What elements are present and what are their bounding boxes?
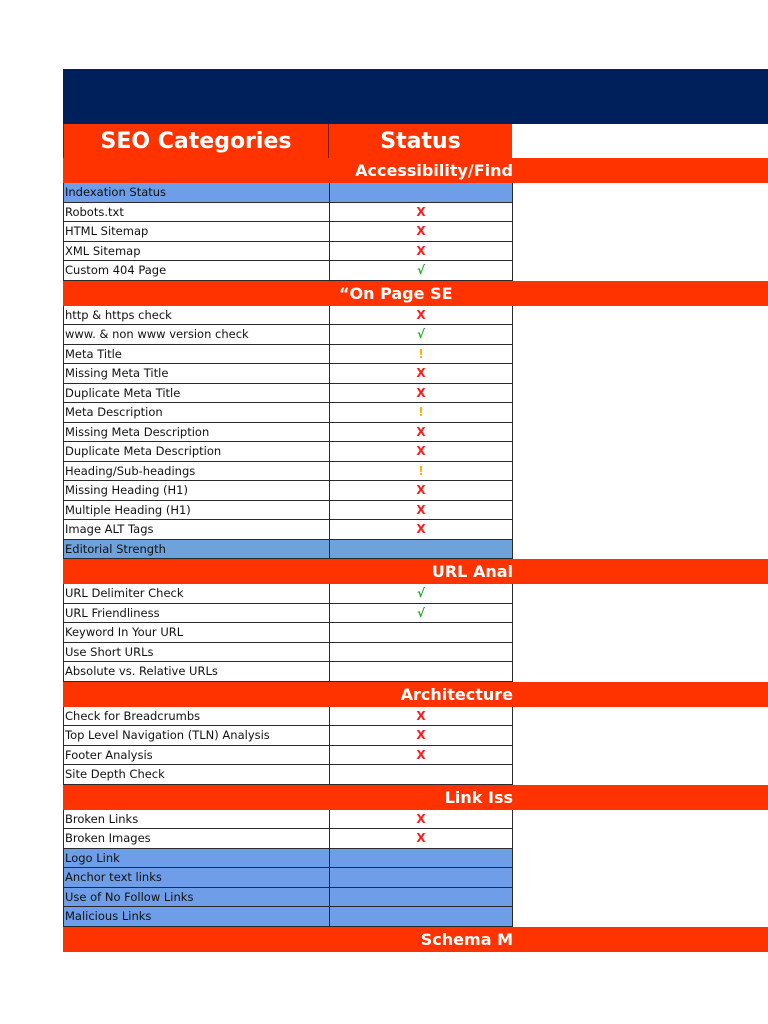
- table-row[interactable]: [63, 540, 513, 560]
- table-row[interactable]: [63, 810, 513, 830]
- status-cell: !: [330, 403, 513, 422]
- table-row[interactable]: [63, 829, 513, 849]
- status-cell: [330, 849, 513, 868]
- table-row[interactable]: [63, 868, 513, 888]
- table-row[interactable]: [63, 643, 513, 663]
- category-cell: Image ALT Tags: [63, 520, 330, 539]
- table-row[interactable]: [63, 907, 513, 927]
- category-cell: Use Short URLs: [63, 643, 330, 662]
- table-row[interactable]: [63, 584, 513, 604]
- status-cell: [330, 662, 513, 681]
- category-cell: Use of No Follow Links: [63, 888, 330, 907]
- status-cell: X: [330, 707, 513, 726]
- table-row[interactable]: [63, 481, 513, 501]
- status-cell: X: [330, 829, 513, 848]
- table-row[interactable]: [63, 888, 513, 908]
- category-cell: Malicious Links: [63, 907, 330, 926]
- status-cell: [330, 868, 513, 887]
- status-cell: X: [330, 726, 513, 745]
- table-row[interactable]: [63, 849, 513, 869]
- table-row[interactable]: [63, 423, 513, 443]
- table-row[interactable]: [63, 222, 513, 242]
- status-cell: [330, 623, 513, 642]
- category-cell: Check for Breadcrumbs: [63, 707, 330, 726]
- status-cell: X: [330, 501, 513, 520]
- status-cell: X: [330, 442, 513, 461]
- header-seo-categories: SEO Categories: [63, 124, 329, 158]
- category-cell: www. & non www version check: [63, 325, 330, 344]
- title-banner: [63, 69, 768, 124]
- category-cell: Meta Description: [63, 403, 330, 422]
- status-cell: X: [330, 384, 513, 403]
- section-title: Accessibility/Find: [355, 161, 513, 180]
- section-header: [63, 682, 768, 707]
- category-cell: Meta Title: [63, 345, 330, 364]
- section-title: Schema M: [420, 929, 513, 949]
- status-cell: [330, 888, 513, 907]
- status-cell: [330, 643, 513, 662]
- category-cell: Custom 404 Page: [63, 261, 330, 280]
- category-cell: XML Sitemap: [63, 242, 330, 261]
- category-cell: http & https check: [63, 306, 330, 325]
- category-cell: Robots.txt: [63, 203, 330, 222]
- table-row[interactable]: [63, 442, 513, 462]
- table-row[interactable]: [63, 746, 513, 766]
- section-header: [63, 158, 768, 183]
- status-cell: X: [330, 423, 513, 442]
- status-cell: X: [330, 364, 513, 383]
- table-body: [63, 158, 768, 952]
- table-row[interactable]: [63, 384, 513, 404]
- status-cell: !: [330, 462, 513, 481]
- status-cell: [330, 765, 513, 784]
- table-row[interactable]: [63, 183, 513, 203]
- category-cell: Logo Link: [63, 849, 330, 868]
- table-row[interactable]: [63, 364, 513, 384]
- status-cell: √: [330, 584, 513, 603]
- table-row[interactable]: [63, 462, 513, 482]
- table-row[interactable]: [63, 242, 513, 262]
- table-row[interactable]: [63, 726, 513, 746]
- category-cell: Footer Analysis: [63, 746, 330, 765]
- status-cell: X: [330, 520, 513, 539]
- section-title: URL Anal: [431, 562, 513, 581]
- status-cell: √: [330, 261, 513, 280]
- table-row[interactable]: [63, 662, 513, 682]
- category-cell: Duplicate Meta Description: [63, 442, 330, 461]
- table-row[interactable]: [63, 707, 513, 727]
- category-cell: Absolute vs. Relative URLs: [63, 662, 330, 681]
- table-header: [63, 124, 768, 158]
- section-title: Architecture: [400, 684, 513, 704]
- category-cell: Top Level Navigation (TLN) Analysis: [63, 726, 330, 745]
- category-cell: Missing Heading (H1): [63, 481, 330, 500]
- status-cell: X: [330, 242, 513, 261]
- table-row[interactable]: [63, 501, 513, 521]
- section-header: [63, 281, 768, 306]
- category-cell: Indexation Status: [63, 183, 330, 202]
- status-cell: X: [330, 306, 513, 325]
- status-cell: √: [330, 325, 513, 344]
- status-cell: X: [330, 481, 513, 500]
- category-cell: Anchor text links: [63, 868, 330, 887]
- status-cell: [330, 183, 513, 202]
- section-header: [63, 785, 768, 810]
- category-cell: Broken Images: [63, 829, 330, 848]
- category-cell: Site Depth Check: [63, 765, 330, 784]
- category-cell: Missing Meta Description: [63, 423, 330, 442]
- table-row[interactable]: [63, 765, 513, 785]
- status-cell: [330, 907, 513, 926]
- status-cell: √: [330, 604, 513, 623]
- table-row[interactable]: [63, 520, 513, 540]
- status-cell: !: [330, 345, 513, 364]
- seo-audit-sheet: [63, 124, 768, 952]
- status-cell: X: [330, 222, 513, 241]
- category-cell: Missing Meta Title: [63, 364, 330, 383]
- category-cell: Multiple Heading (H1): [63, 501, 330, 520]
- status-cell: X: [330, 810, 513, 829]
- category-cell: Duplicate Meta Title: [63, 384, 330, 403]
- category-cell: URL Delimiter Check: [63, 584, 330, 603]
- table-row[interactable]: [63, 325, 513, 345]
- table-row[interactable]: [63, 306, 513, 326]
- table-row[interactable]: [63, 261, 513, 281]
- status-cell: X: [330, 203, 513, 222]
- category-cell: Heading/Sub-headings: [63, 462, 330, 481]
- category-cell: HTML Sitemap: [63, 222, 330, 241]
- section-header: [63, 559, 768, 584]
- category-cell: URL Friendliness: [63, 604, 330, 623]
- category-cell: Keyword In Your URL: [63, 623, 330, 642]
- table-row[interactable]: [63, 403, 513, 423]
- status-cell: X: [330, 746, 513, 765]
- table-row[interactable]: [63, 345, 513, 365]
- header-status: Status: [329, 124, 512, 158]
- category-cell: Broken Links: [63, 810, 330, 829]
- section-title: Link Iss: [444, 787, 513, 807]
- section-title: “On Page SE: [339, 283, 453, 303]
- category-cell: Editorial Strength: [63, 540, 330, 559]
- status-cell: [330, 540, 513, 559]
- table-row[interactable]: [63, 623, 513, 643]
- table-row[interactable]: [63, 604, 513, 624]
- table-row[interactable]: [63, 203, 513, 223]
- section-header: [63, 927, 768, 952]
